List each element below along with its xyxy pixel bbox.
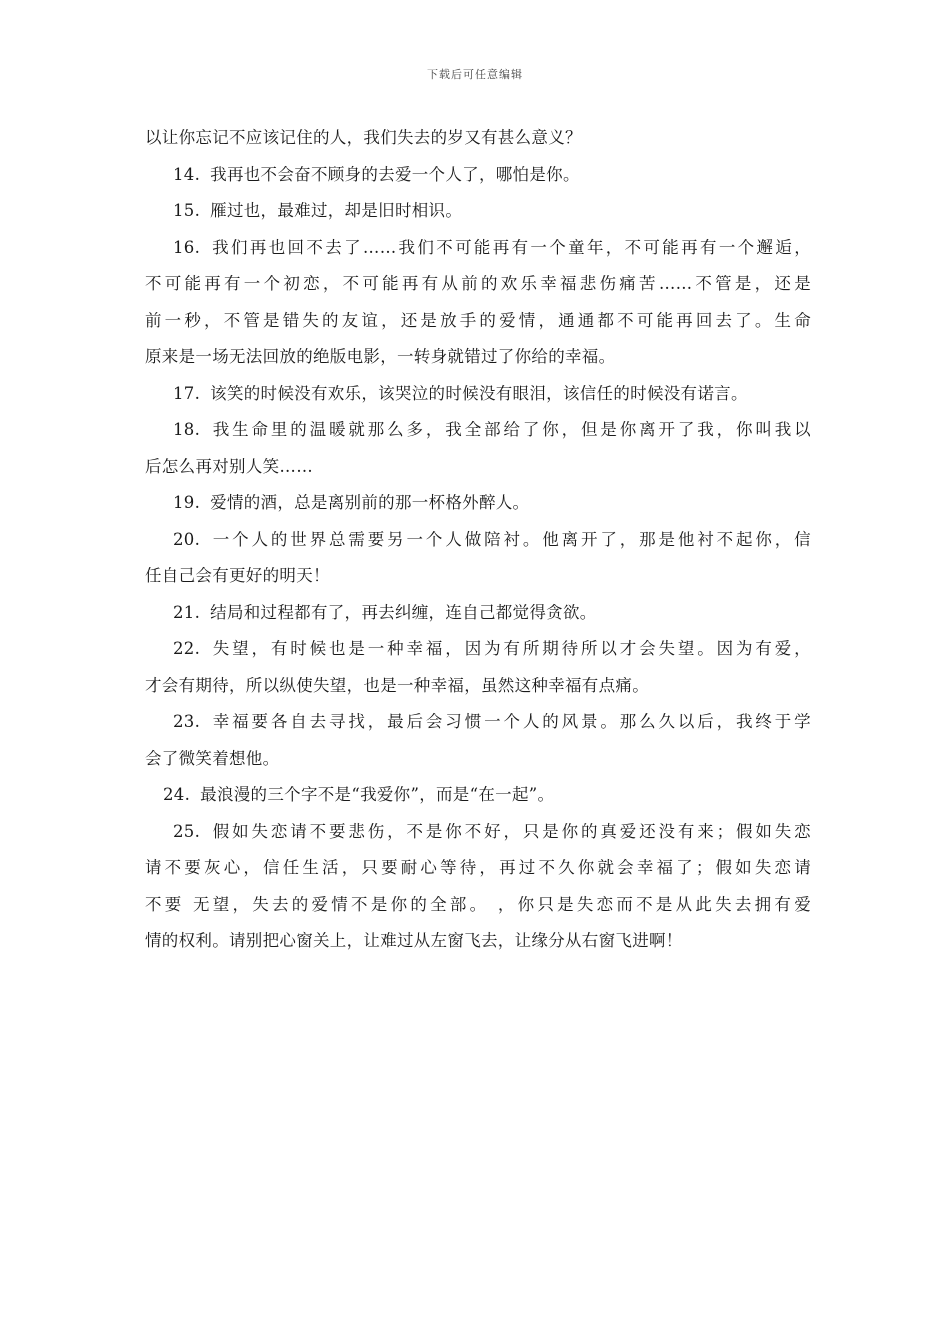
list-item-25-line: 请不要灰心，信任生活，只要耐心等待，再过不久你就会幸福了；假如失恋请 xyxy=(145,858,811,877)
item-text: 失望，有时候也是一种幸福，因为有所期待所以才会失望。因为有爱， xyxy=(210,639,811,658)
item-number: 23. xyxy=(173,712,201,731)
list-item-24 xyxy=(145,777,811,814)
page-header: 下载后可任意编辑 xyxy=(427,68,523,81)
item-text: 一个人的世界总需要另一个人做陪衬。他离开了，那是他衬不起你，信 xyxy=(210,529,811,549)
list-item-25-line: 不要 无望，失去的爱情不是你的全部。 ，你只是失恋而不是从此失去拥有爱 xyxy=(145,894,811,914)
list-item-16-line: 原来是一场无法回放的绝版电影，一转身就错过了你给的幸福。 xyxy=(145,347,616,366)
item-text: 最浪漫的三个字不是“我爱你”，而是“在一起”。 xyxy=(200,785,555,804)
item-number: 24. xyxy=(163,785,191,804)
item-text: 幸福要各自去寻找，最后会习惯一个人的风景。那么久以后，我终于学 xyxy=(210,712,811,731)
item-text: 结局和过程都有了，再去纠缠，连自己都觉得贪欲。 xyxy=(210,602,597,622)
list-item-23-line: 会了微笑着想他。 xyxy=(145,748,280,768)
item-number: 25. xyxy=(173,821,201,841)
item-number: 19. xyxy=(173,493,201,512)
list-item-20-line: 任自己会有更好的明天！ xyxy=(145,566,330,585)
item-text: 假如失恋请不要悲伤，不是你不好，只是你的真爱还没有来；假如失恋 xyxy=(210,821,811,841)
document-body xyxy=(145,120,811,960)
item-text: 爱情的酒，总是离别前的那一杯格外醉人。 xyxy=(210,493,530,512)
list-item-20 xyxy=(145,522,811,559)
list-item-25 xyxy=(145,814,811,851)
list-item-22 xyxy=(145,631,811,668)
list-item-21 xyxy=(145,595,811,632)
item-number: 20. xyxy=(173,529,201,549)
item-text: 我再也不会奋不顾身的去爱一个人了，哪怕是你。 xyxy=(210,164,580,184)
list-item-19 xyxy=(145,485,811,522)
list-item-25-line: 情的权利。请别把心窗关上，让难过从左窗飞去，让缘分从右窗飞进啊！ xyxy=(145,931,683,950)
list-item-22-line: 才会有期待，所以纵使失望，也是一种幸福，虽然这种幸福有点痛。 xyxy=(145,675,649,695)
item-number: 14. xyxy=(173,164,201,184)
list-item-16-line: 不可能再有一个初恋，不可能再有从前的欢乐幸福悲伤痛苦……不管是，还是 xyxy=(145,274,811,293)
paragraph-continuation: 以让你忘记不应该记住的人，我们失去的岁又有甚么意义？ xyxy=(145,128,582,147)
item-number: 22. xyxy=(173,639,201,658)
list-item-15 xyxy=(145,193,811,230)
item-text: 我生命里的温暖就那么多，我全部给了你，但是你离开了我，你叫我以 xyxy=(210,420,811,439)
item-text: 我们再也回不去了……我们不可能再有一个童年，不可能再有一个邂逅， xyxy=(210,237,811,257)
list-item-18-line: 后怎么再对别人笑…… xyxy=(145,456,313,476)
item-text: 雁过也，最难过，却是旧时相识。 xyxy=(210,201,463,220)
item-number: 21. xyxy=(173,602,201,622)
list-item-18 xyxy=(145,412,811,449)
item-number: 18. xyxy=(173,420,201,439)
item-number: 17. xyxy=(173,383,201,403)
item-number: 16. xyxy=(173,237,201,257)
item-number: 15. xyxy=(173,201,201,220)
item-text: 该笑的时候没有欢乐，该哭泣的时候没有眼泪，该信任的时候没有诺言。 xyxy=(210,383,748,403)
list-item-16 xyxy=(145,230,811,267)
list-item-23 xyxy=(145,704,811,741)
list-item-16-line: 前一秒，不管是错失的友谊，还是放手的爱情，通通都不可能再回去了。生命 xyxy=(145,310,811,330)
list-item-17 xyxy=(145,376,811,413)
list-item-14 xyxy=(145,157,811,194)
